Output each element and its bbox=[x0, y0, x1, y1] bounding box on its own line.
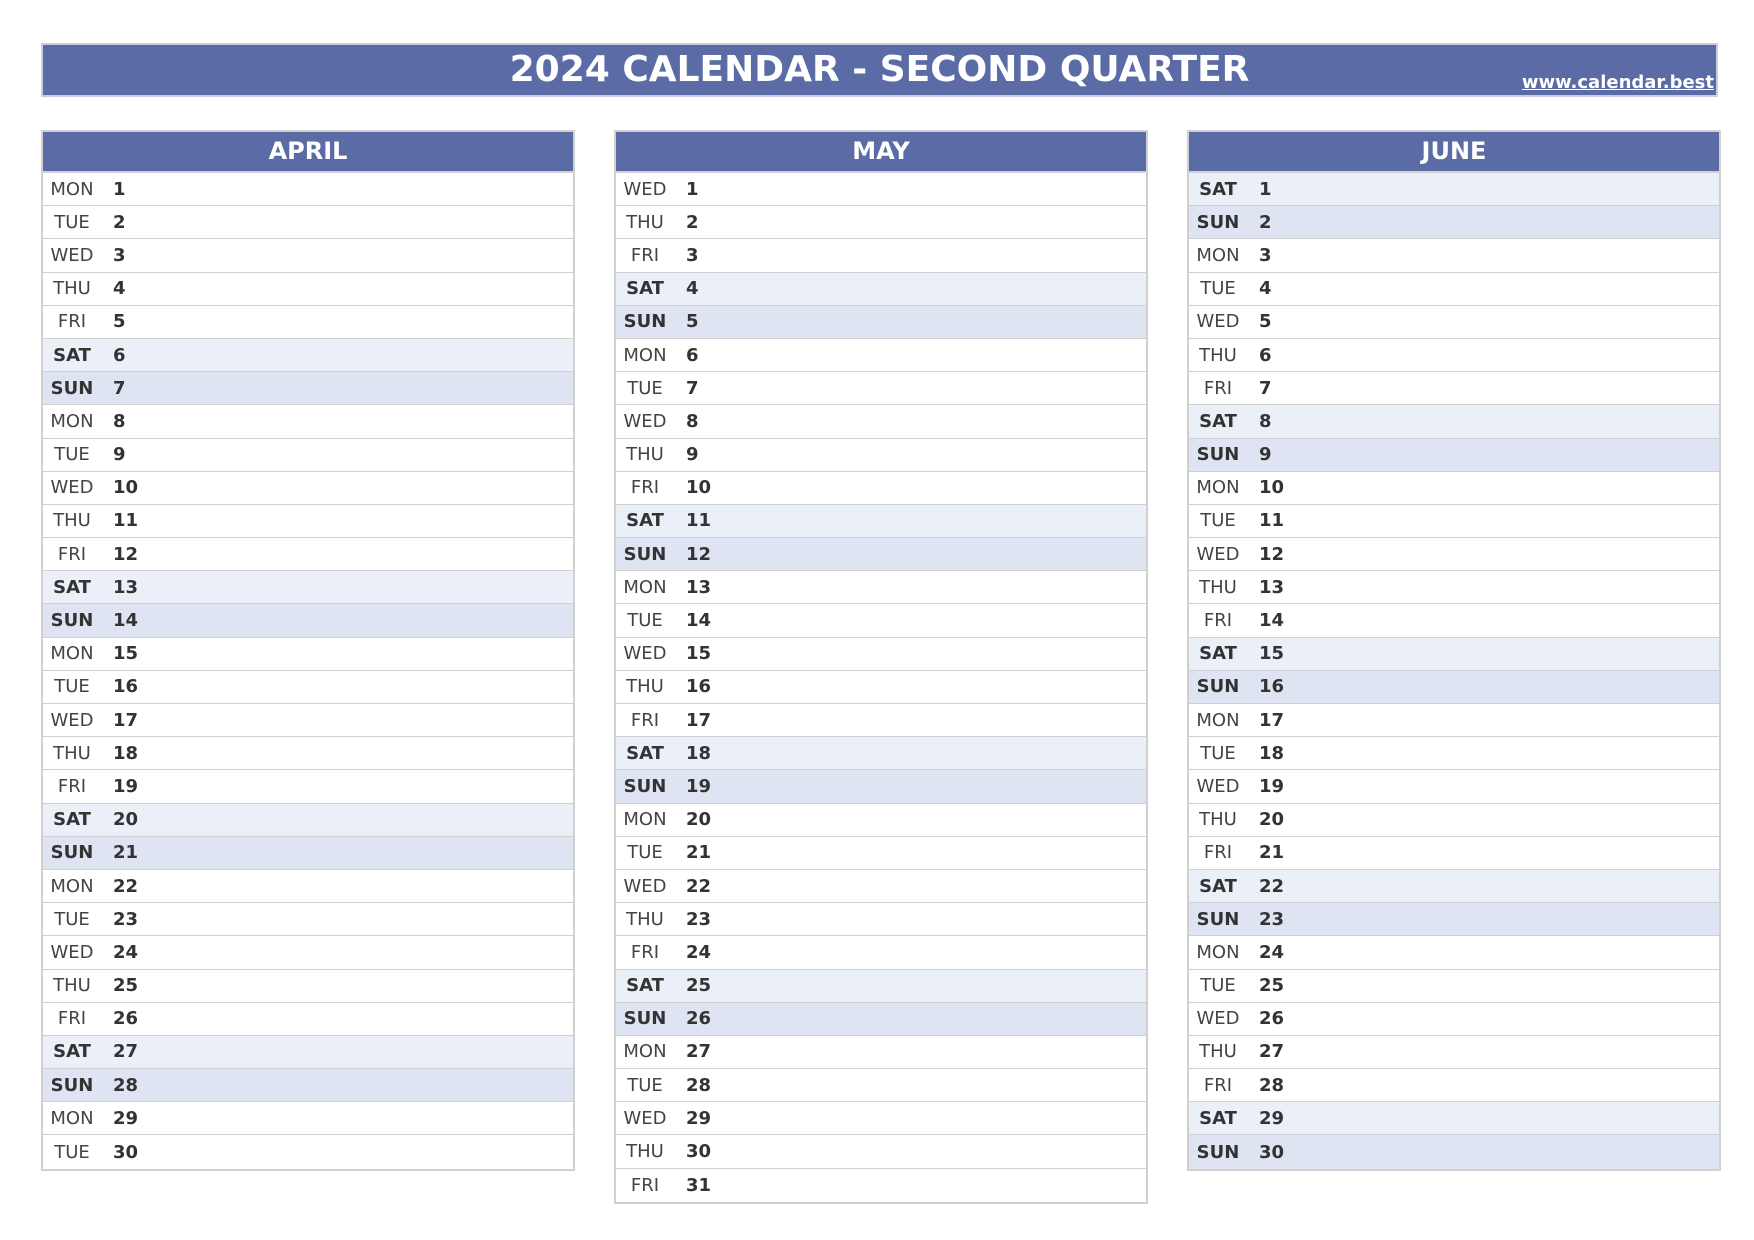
day-row[interactable] bbox=[616, 770, 1146, 803]
day-row[interactable] bbox=[1189, 770, 1719, 803]
day-of-week: SUN bbox=[1196, 1141, 1240, 1163]
day-row[interactable] bbox=[616, 936, 1146, 969]
day-number: 4 bbox=[113, 278, 126, 300]
day-number: 17 bbox=[686, 709, 712, 731]
month-header: APRIL bbox=[43, 132, 573, 173]
day-number: 11 bbox=[686, 510, 712, 532]
day-number: 21 bbox=[113, 842, 139, 864]
day-number: 10 bbox=[686, 477, 712, 499]
day-row[interactable] bbox=[1189, 1135, 1719, 1168]
day-row[interactable] bbox=[616, 405, 1146, 438]
day-row[interactable] bbox=[616, 837, 1146, 870]
day-number: 26 bbox=[1259, 1008, 1285, 1030]
day-of-week: THU bbox=[1199, 809, 1237, 831]
day-number: 27 bbox=[113, 1041, 139, 1063]
day-of-week: SUN bbox=[623, 543, 667, 565]
day-row[interactable] bbox=[43, 870, 573, 903]
day-row[interactable] bbox=[616, 571, 1146, 604]
day-number: 4 bbox=[1259, 278, 1272, 300]
day-of-week: FRI bbox=[630, 477, 660, 499]
day-number: 15 bbox=[686, 643, 712, 665]
day-number: 27 bbox=[1259, 1041, 1285, 1063]
day-of-week: WED bbox=[50, 244, 94, 266]
day-number: 1 bbox=[686, 178, 699, 200]
day-of-week: TUE bbox=[627, 842, 663, 864]
day-of-week: MON bbox=[623, 576, 667, 598]
day-number: 1 bbox=[113, 178, 126, 200]
day-number: 14 bbox=[113, 610, 139, 632]
day-number: 30 bbox=[113, 1141, 139, 1163]
day-number: 23 bbox=[686, 908, 712, 930]
day-of-week: TUE bbox=[54, 1141, 90, 1163]
day-number: 25 bbox=[113, 975, 139, 997]
day-row[interactable] bbox=[43, 505, 573, 538]
day-number: 2 bbox=[686, 211, 699, 233]
day-of-week: SAT bbox=[1199, 178, 1237, 200]
day-of-week: MON bbox=[1196, 477, 1240, 499]
day-of-week: FRI bbox=[630, 1174, 660, 1196]
day-of-week: THU bbox=[53, 742, 91, 764]
month-june bbox=[1187, 130, 1721, 1171]
day-row[interactable] bbox=[616, 1135, 1146, 1168]
day-row[interactable] bbox=[616, 505, 1146, 538]
day-number: 26 bbox=[113, 1008, 139, 1030]
day-of-week: WED bbox=[1196, 1008, 1240, 1030]
page-title: 2024 CALENDAR - SECOND QUARTER bbox=[509, 49, 1250, 90]
day-row[interactable] bbox=[1189, 671, 1719, 704]
day-row[interactable] bbox=[43, 804, 573, 837]
day-row[interactable] bbox=[43, 1135, 573, 1168]
day-of-week: WED bbox=[1196, 543, 1240, 565]
day-row[interactable] bbox=[616, 671, 1146, 704]
day-number: 14 bbox=[1259, 610, 1285, 632]
day-row[interactable] bbox=[1189, 936, 1719, 969]
day-of-week: FRI bbox=[1203, 610, 1233, 632]
day-of-week: WED bbox=[623, 178, 667, 200]
day-row[interactable] bbox=[43, 339, 573, 372]
day-number: 17 bbox=[1259, 709, 1285, 731]
day-number: 18 bbox=[686, 742, 712, 764]
day-of-week: SUN bbox=[623, 311, 667, 333]
day-number: 8 bbox=[113, 410, 126, 432]
day-of-week: WED bbox=[623, 875, 667, 897]
day-of-week: MON bbox=[50, 1107, 94, 1129]
day-number: 3 bbox=[1259, 244, 1272, 266]
day-row[interactable] bbox=[616, 1069, 1146, 1102]
day-row[interactable] bbox=[1189, 372, 1719, 405]
day-number: 26 bbox=[686, 1008, 712, 1030]
day-of-week: TUE bbox=[1200, 278, 1236, 300]
day-of-week: WED bbox=[623, 643, 667, 665]
day-row[interactable] bbox=[1189, 604, 1719, 637]
day-of-week: MON bbox=[50, 875, 94, 897]
day-number: 12 bbox=[686, 543, 712, 565]
day-row[interactable] bbox=[43, 604, 573, 637]
day-of-week: MON bbox=[623, 344, 667, 366]
day-of-week: THU bbox=[53, 975, 91, 997]
day-of-week: SAT bbox=[1199, 410, 1237, 432]
day-row[interactable] bbox=[43, 638, 573, 671]
day-number: 19 bbox=[1259, 775, 1285, 797]
day-number: 12 bbox=[1259, 543, 1285, 565]
day-row[interactable] bbox=[43, 704, 573, 737]
day-number: 10 bbox=[113, 477, 139, 499]
day-of-week: FRI bbox=[57, 311, 87, 333]
day-row[interactable] bbox=[1189, 571, 1719, 604]
day-of-week: SAT bbox=[1199, 643, 1237, 665]
day-of-week: WED bbox=[1196, 311, 1240, 333]
day-row[interactable] bbox=[616, 372, 1146, 405]
day-number: 21 bbox=[1259, 842, 1285, 864]
day-of-week: SAT bbox=[53, 576, 91, 598]
day-of-week: WED bbox=[50, 941, 94, 963]
day-row[interactable] bbox=[43, 970, 573, 1003]
day-number: 11 bbox=[113, 510, 139, 532]
day-number: 13 bbox=[113, 576, 139, 598]
day-of-week: TUE bbox=[1200, 742, 1236, 764]
day-number: 6 bbox=[1259, 344, 1272, 366]
day-of-week: TUE bbox=[627, 610, 663, 632]
day-row[interactable] bbox=[1189, 1069, 1719, 1102]
day-row[interactable] bbox=[616, 704, 1146, 737]
day-of-week: THU bbox=[1199, 1041, 1237, 1063]
day-of-week: TUE bbox=[1200, 975, 1236, 997]
day-row[interactable] bbox=[43, 837, 573, 870]
day-of-week: WED bbox=[50, 709, 94, 731]
day-number: 30 bbox=[686, 1141, 712, 1163]
day-row[interactable] bbox=[616, 273, 1146, 306]
day-row[interactable] bbox=[43, 1069, 573, 1102]
day-row[interactable] bbox=[616, 472, 1146, 505]
day-row[interactable] bbox=[43, 571, 573, 604]
day-of-week: SAT bbox=[53, 1041, 91, 1063]
day-row[interactable] bbox=[1189, 1102, 1719, 1135]
day-row[interactable] bbox=[43, 1102, 573, 1135]
day-row[interactable] bbox=[43, 239, 573, 272]
day-row[interactable] bbox=[1189, 638, 1719, 671]
day-of-week: SUN bbox=[1196, 676, 1240, 698]
day-number: 5 bbox=[686, 311, 699, 333]
day-row[interactable] bbox=[1189, 472, 1719, 505]
day-row[interactable] bbox=[43, 405, 573, 438]
day-of-week: WED bbox=[1196, 775, 1240, 797]
day-of-week: FRI bbox=[57, 1008, 87, 1030]
website-link[interactable]: www.calendar.best bbox=[1521, 72, 1714, 93]
day-row[interactable] bbox=[43, 439, 573, 472]
day-row[interactable] bbox=[616, 870, 1146, 903]
day-number: 5 bbox=[113, 311, 126, 333]
day-of-week: SAT bbox=[626, 742, 664, 764]
day-row[interactable] bbox=[43, 770, 573, 803]
day-number: 5 bbox=[1259, 311, 1272, 333]
day-number: 22 bbox=[686, 875, 712, 897]
day-row[interactable] bbox=[43, 903, 573, 936]
day-of-week: SUN bbox=[1196, 444, 1240, 466]
day-of-week: SAT bbox=[626, 510, 664, 532]
day-of-week: SUN bbox=[50, 842, 94, 864]
day-of-week: TUE bbox=[1200, 510, 1236, 532]
day-number: 1 bbox=[1259, 178, 1272, 200]
day-row[interactable] bbox=[43, 936, 573, 969]
day-of-week: MON bbox=[1196, 709, 1240, 731]
day-row[interactable] bbox=[1189, 173, 1719, 206]
day-row[interactable] bbox=[616, 903, 1146, 936]
day-number: 22 bbox=[1259, 875, 1285, 897]
day-number: 28 bbox=[113, 1074, 139, 1096]
day-number: 29 bbox=[686, 1107, 712, 1129]
day-of-week: FRI bbox=[630, 941, 660, 963]
day-of-week: SAT bbox=[626, 278, 664, 300]
day-row[interactable] bbox=[616, 306, 1146, 339]
day-of-week: FRI bbox=[57, 543, 87, 565]
day-row[interactable] bbox=[1189, 505, 1719, 538]
day-number: 28 bbox=[1259, 1074, 1285, 1096]
day-number: 4 bbox=[686, 278, 699, 300]
day-row[interactable] bbox=[1189, 837, 1719, 870]
day-number: 28 bbox=[686, 1074, 712, 1096]
day-row[interactable] bbox=[43, 1003, 573, 1036]
day-row[interactable] bbox=[1189, 405, 1719, 438]
day-of-week: MON bbox=[623, 809, 667, 831]
day-of-week: SUN bbox=[623, 1008, 667, 1030]
day-row[interactable] bbox=[43, 671, 573, 704]
day-number: 12 bbox=[113, 543, 139, 565]
day-number: 2 bbox=[1259, 211, 1272, 233]
day-of-week: THU bbox=[626, 1141, 664, 1163]
day-number: 16 bbox=[113, 676, 139, 698]
day-number: 24 bbox=[686, 941, 712, 963]
day-number: 16 bbox=[1259, 676, 1285, 698]
day-of-week: SAT bbox=[1199, 875, 1237, 897]
day-row[interactable] bbox=[616, 173, 1146, 206]
day-number: 29 bbox=[1259, 1107, 1285, 1129]
day-row[interactable] bbox=[1189, 339, 1719, 372]
day-number: 16 bbox=[686, 676, 712, 698]
day-row[interactable] bbox=[1189, 439, 1719, 472]
day-row[interactable] bbox=[616, 339, 1146, 372]
day-row[interactable] bbox=[43, 372, 573, 405]
day-of-week: MON bbox=[50, 410, 94, 432]
day-row[interactable] bbox=[1189, 1036, 1719, 1069]
title-banner bbox=[41, 43, 1718, 97]
day-number: 13 bbox=[1259, 576, 1285, 598]
day-row[interactable] bbox=[616, 538, 1146, 571]
month-header: MAY bbox=[616, 132, 1146, 173]
day-of-week: WED bbox=[50, 477, 94, 499]
day-number: 19 bbox=[686, 775, 712, 797]
day-of-week: TUE bbox=[54, 908, 90, 930]
day-of-week: SUN bbox=[50, 377, 94, 399]
day-number: 24 bbox=[1259, 941, 1285, 963]
day-number: 23 bbox=[113, 908, 139, 930]
day-row[interactable] bbox=[43, 737, 573, 770]
day-row[interactable] bbox=[1189, 737, 1719, 770]
day-number: 9 bbox=[113, 444, 126, 466]
day-row[interactable] bbox=[1189, 804, 1719, 837]
day-of-week: MON bbox=[1196, 244, 1240, 266]
day-of-week: SAT bbox=[626, 975, 664, 997]
day-number: 3 bbox=[113, 244, 126, 266]
day-number: 11 bbox=[1259, 510, 1285, 532]
month-header: JUNE bbox=[1189, 132, 1719, 173]
day-of-week: MON bbox=[50, 643, 94, 665]
day-number: 27 bbox=[686, 1041, 712, 1063]
day-number: 15 bbox=[1259, 643, 1285, 665]
day-number: 25 bbox=[1259, 975, 1285, 997]
day-number: 10 bbox=[1259, 477, 1285, 499]
day-number: 21 bbox=[686, 842, 712, 864]
day-number: 20 bbox=[113, 809, 139, 831]
month-may bbox=[614, 130, 1148, 1204]
day-number: 6 bbox=[113, 344, 126, 366]
day-row[interactable] bbox=[1189, 870, 1719, 903]
day-number: 6 bbox=[686, 344, 699, 366]
day-row[interactable] bbox=[616, 1102, 1146, 1135]
day-row[interactable] bbox=[616, 604, 1146, 637]
day-number: 17 bbox=[113, 709, 139, 731]
day-of-week: SAT bbox=[53, 809, 91, 831]
day-of-week: MON bbox=[50, 178, 94, 200]
day-of-week: TUE bbox=[627, 1074, 663, 1096]
day-number: 9 bbox=[1259, 444, 1272, 466]
day-of-week: FRI bbox=[57, 775, 87, 797]
day-number: 23 bbox=[1259, 908, 1285, 930]
day-number: 7 bbox=[113, 377, 126, 399]
day-of-week: THU bbox=[1199, 344, 1237, 366]
day-row[interactable] bbox=[43, 538, 573, 571]
day-of-week: THU bbox=[626, 211, 664, 233]
day-number: 22 bbox=[113, 875, 139, 897]
day-row[interactable] bbox=[1189, 538, 1719, 571]
day-row[interactable] bbox=[43, 472, 573, 505]
day-of-week: TUE bbox=[54, 211, 90, 233]
day-row[interactable] bbox=[1189, 704, 1719, 737]
day-row[interactable] bbox=[43, 306, 573, 339]
day-number: 30 bbox=[1259, 1141, 1285, 1163]
day-number: 8 bbox=[1259, 410, 1272, 432]
day-of-week: FRI bbox=[630, 244, 660, 266]
day-of-week: SUN bbox=[1196, 211, 1240, 233]
day-number: 2 bbox=[113, 211, 126, 233]
day-of-week: MON bbox=[1196, 941, 1240, 963]
day-number: 25 bbox=[686, 975, 712, 997]
day-of-week: MON bbox=[623, 1041, 667, 1063]
day-of-week: FRI bbox=[630, 709, 660, 731]
day-row[interactable] bbox=[1189, 273, 1719, 306]
day-of-week: THU bbox=[626, 444, 664, 466]
day-row[interactable] bbox=[1189, 306, 1719, 339]
day-row[interactable] bbox=[1189, 239, 1719, 272]
day-row[interactable] bbox=[1189, 903, 1719, 936]
day-row[interactable] bbox=[43, 206, 573, 239]
day-of-week: SUN bbox=[623, 775, 667, 797]
day-row[interactable] bbox=[616, 206, 1146, 239]
day-row[interactable] bbox=[1189, 206, 1719, 239]
day-of-week: SAT bbox=[53, 344, 91, 366]
day-number: 15 bbox=[113, 643, 139, 665]
day-row[interactable] bbox=[1189, 1003, 1719, 1036]
day-of-week: FRI bbox=[1203, 377, 1233, 399]
day-of-week: TUE bbox=[54, 444, 90, 466]
day-number: 7 bbox=[686, 377, 699, 399]
day-row[interactable] bbox=[616, 239, 1146, 272]
day-row[interactable] bbox=[616, 1036, 1146, 1069]
day-number: 14 bbox=[686, 610, 712, 632]
day-number: 3 bbox=[686, 244, 699, 266]
day-of-week: THU bbox=[53, 510, 91, 532]
day-number: 20 bbox=[686, 809, 712, 831]
day-of-week: THU bbox=[626, 908, 664, 930]
day-of-week: THU bbox=[1199, 576, 1237, 598]
day-of-week: TUE bbox=[627, 377, 663, 399]
day-of-week: WED bbox=[623, 1107, 667, 1129]
day-of-week: TUE bbox=[54, 676, 90, 698]
day-of-week: THU bbox=[626, 676, 664, 698]
day-of-week: FRI bbox=[1203, 842, 1233, 864]
day-of-week: SUN bbox=[50, 610, 94, 632]
day-row[interactable] bbox=[1189, 970, 1719, 1003]
day-number: 7 bbox=[1259, 377, 1272, 399]
day-row[interactable] bbox=[616, 804, 1146, 837]
month-april bbox=[41, 130, 575, 1171]
day-number: 24 bbox=[113, 941, 139, 963]
day-number: 8 bbox=[686, 410, 699, 432]
day-of-week: FRI bbox=[1203, 1074, 1233, 1096]
day-row[interactable] bbox=[43, 273, 573, 306]
day-row[interactable] bbox=[616, 1169, 1146, 1202]
day-of-week: THU bbox=[53, 278, 91, 300]
day-of-week: SUN bbox=[1196, 908, 1240, 930]
day-number: 29 bbox=[113, 1107, 139, 1129]
day-row[interactable] bbox=[616, 970, 1146, 1003]
day-number: 31 bbox=[686, 1174, 712, 1196]
day-number: 13 bbox=[686, 576, 712, 598]
day-number: 20 bbox=[1259, 809, 1285, 831]
day-of-week: SAT bbox=[1199, 1107, 1237, 1129]
day-number: 9 bbox=[686, 444, 699, 466]
day-number: 18 bbox=[113, 742, 139, 764]
day-number: 19 bbox=[113, 775, 139, 797]
day-row[interactable] bbox=[43, 173, 573, 206]
day-row[interactable] bbox=[616, 638, 1146, 671]
day-of-week: SUN bbox=[50, 1074, 94, 1096]
day-row[interactable] bbox=[616, 1003, 1146, 1036]
day-of-week: WED bbox=[623, 410, 667, 432]
day-row[interactable] bbox=[616, 737, 1146, 770]
day-row[interactable] bbox=[616, 439, 1146, 472]
day-row[interactable] bbox=[43, 1036, 573, 1069]
day-number: 18 bbox=[1259, 742, 1285, 764]
